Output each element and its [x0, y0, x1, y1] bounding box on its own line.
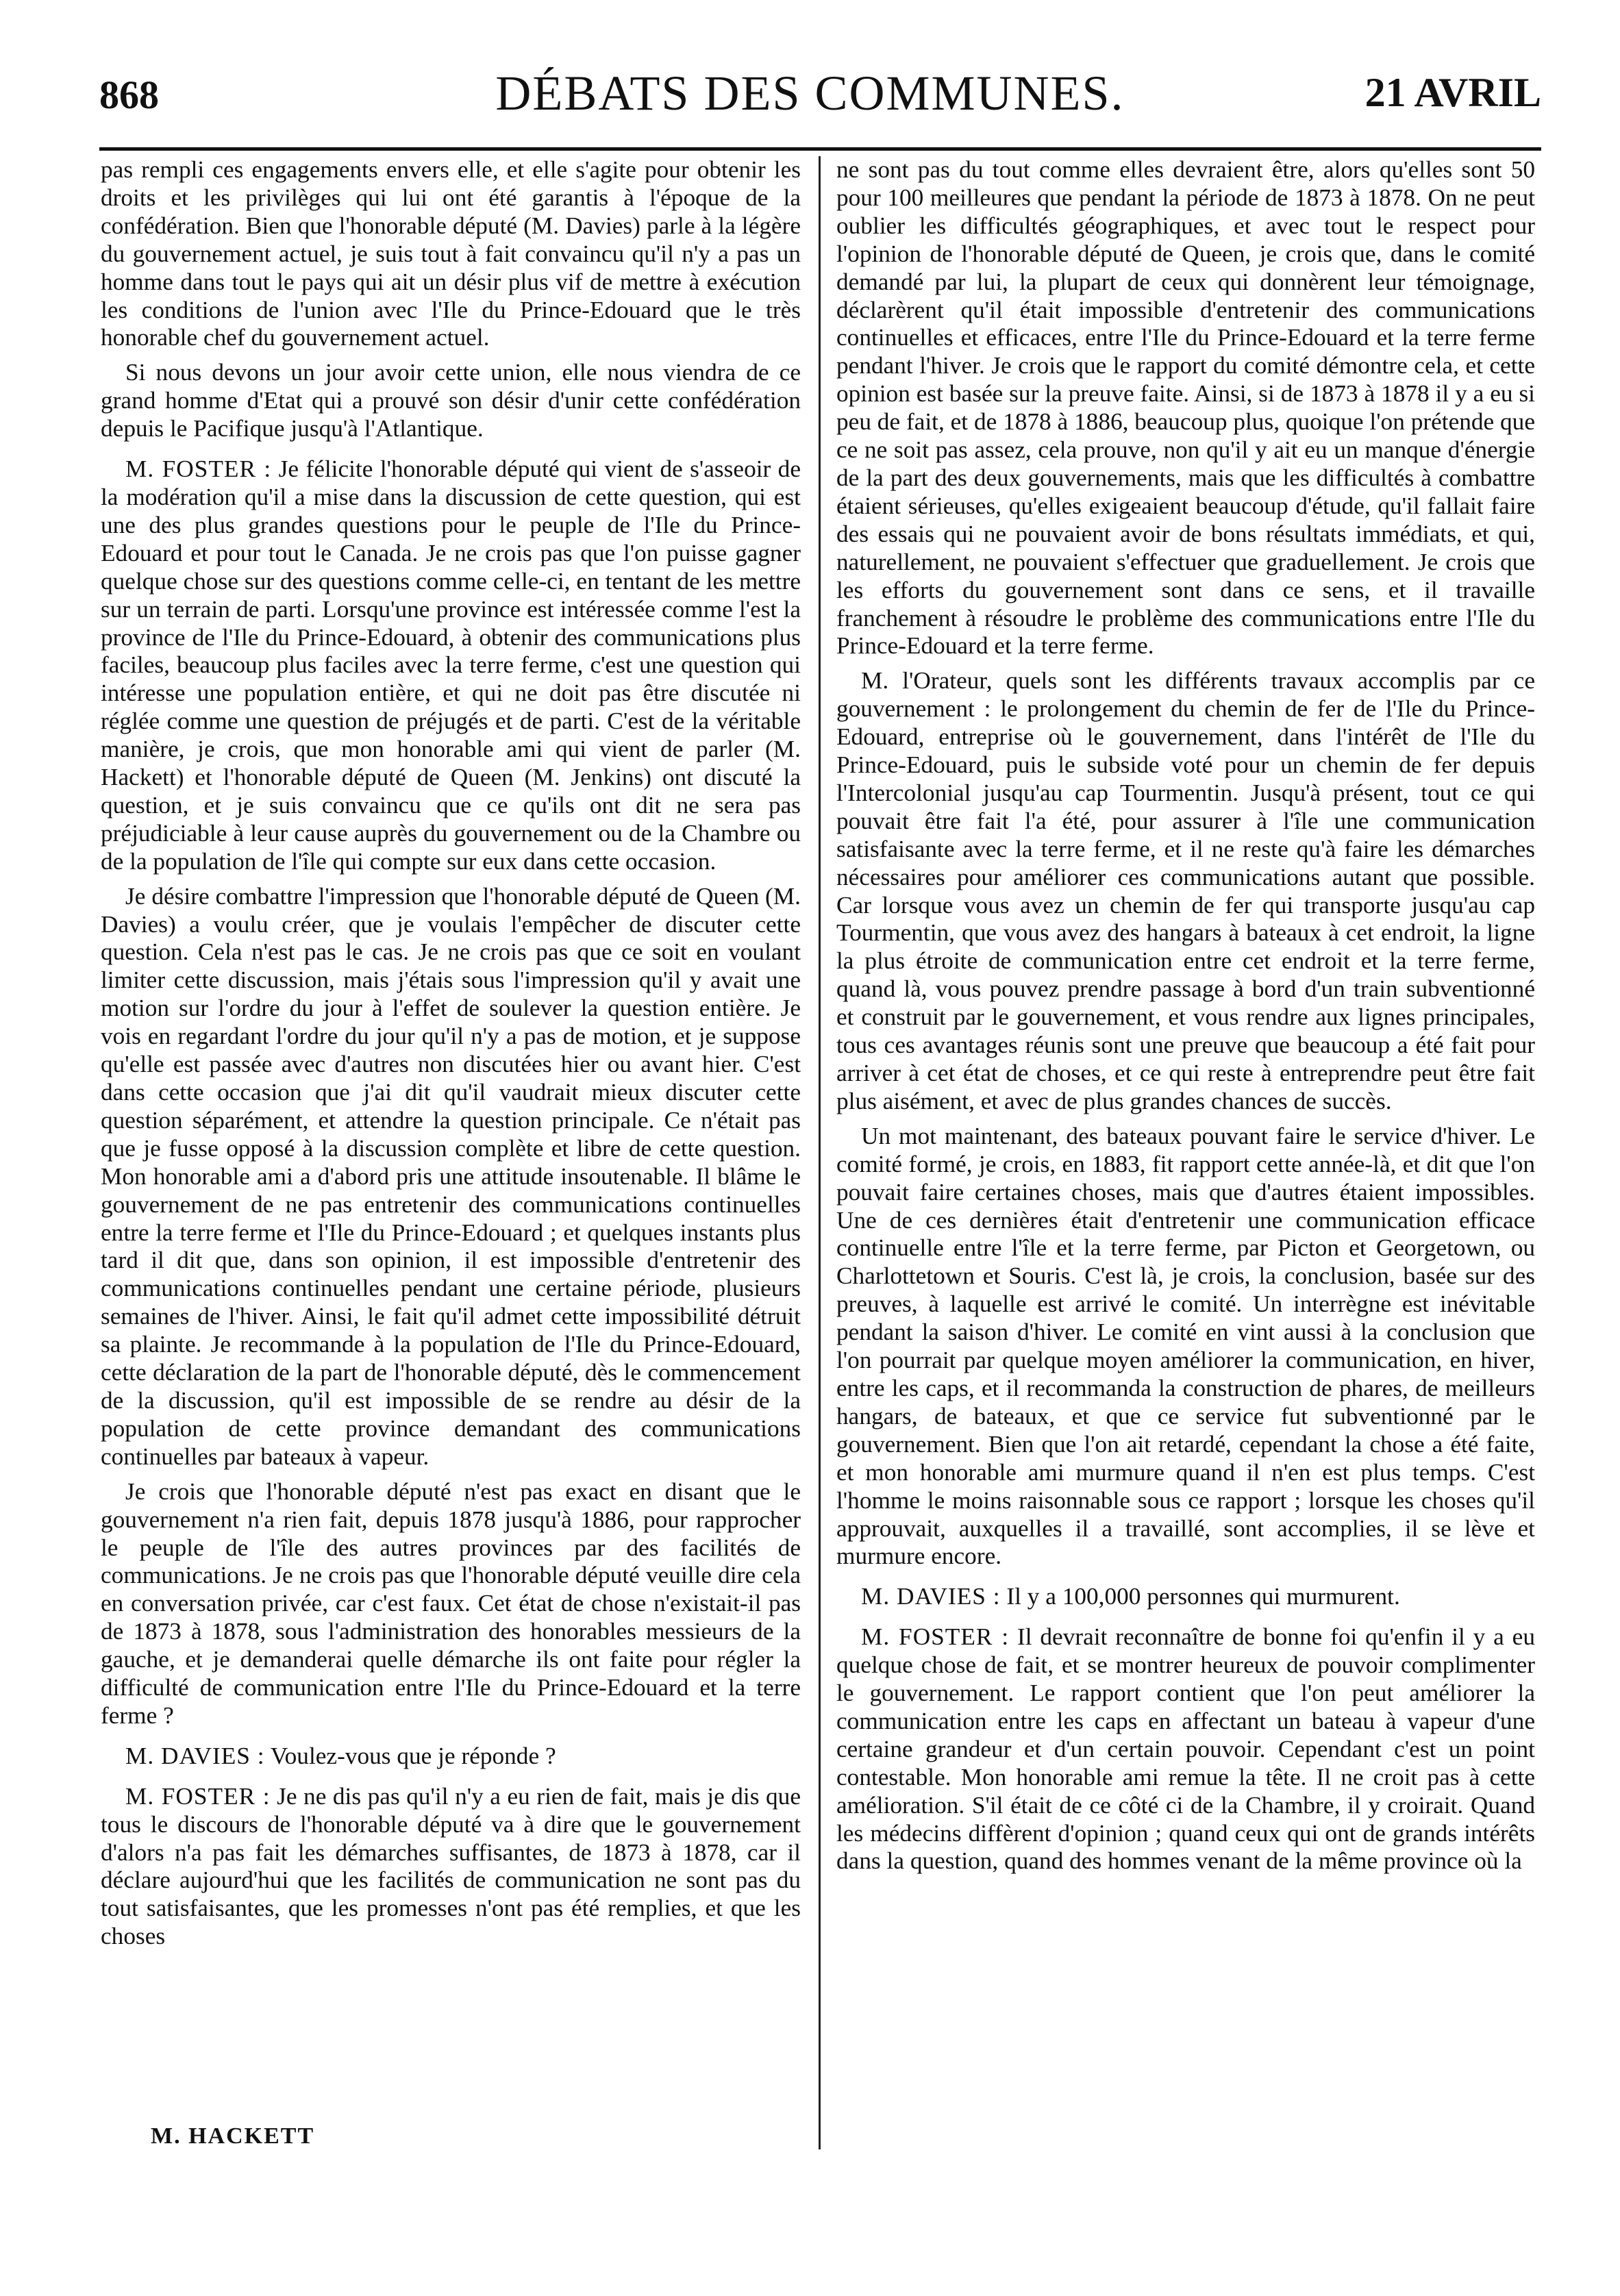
paragraph: pas rempli ces engagements envers elle, et elle s'agite pour obtenir les droits et les privilèges qui lui ont été garantis à l'époque de la confédération. Bien que l'honorable député (M. Davies) parle à la légère du gouvernement actuel, je suis tout à fait convaincu qu'il n'y a pas un homme dans tout le pays qui ait un désir plus vif de mettre à exécution les conditions de l'union avec l'Ile du Prince-Edouard que le très honorable chef du gouvernement actuel. — [101, 156, 801, 351]
page-date: 21 AVRIL — [1364, 70, 1541, 115]
left-column — [101, 156, 801, 1958]
page-header — [0, 65, 1620, 120]
paragraph: Un mot maintenant, des bateaux pouvant faire le service d'hiver. Le comité formé, je crois, en 1883, fit rapport cette année-là, et dit que l'on pouvait faire certaines choses, mais que d'autres étaient impossibles. Une de ces dernières était d'entretenir une communication efficace continuelle entre l'île et la terre ferme, par Picton et Georgetown, ou Charlottetown et Souris. C'est là, je crois, la conclusion, basée sur des preuves, à laquelle est arrivé le comité. Un interrègne est inévitable pendant la saison d'hiver. Le comité en vint aussi à la conclusion que l'on pourrait par quelque moyen améliorer la communication, en hiver, entre les caps, et il recommanda la construction de phares, de meilleurs hangars, de bateaux, et que ce service fut subventionné par le gouvernement. Bien que l'on ait retardé, cependant la chose a été faite, et mon honorable ami murmure quand il n'en est plus temps. C'est l'homme le moins raisonnable sous ce rapport ; lorsque les choses qu'il approuvait, auxquelles il a travaillé, sont accomplies, il se lève et murmure encore. — [836, 1122, 1535, 1570]
paragraph: M. DAVIES : Voulez-vous que je réponde ? — [125, 1742, 556, 1769]
speaker-label: M. FOSTER : — [125, 456, 272, 483]
footer-signature: M. HACKETT — [151, 2123, 315, 2149]
column-divider — [819, 156, 821, 2149]
journal-title: DÉBATS DES COMMUNES. — [495, 66, 1125, 121]
paragraph: M. FOSTER : Il devrait reconnaître de bonne foi qu'enfin il y a eu quelque chose de fait, et se montrer heureux de pouvoir complimenter le gouvernement. Le rapport contient que l'on peut améliorer la communication entre les caps en affectant un bateau à vapeur d'une certaine grandeur et d'un certain pouvoir. Cependant c'est un point contestable. Mon honorable ami remue la tête. Il ne croit pas à cette amélioration. S'il était de ce côté ci de la Chambre, il y croirait. Quand les médecins diffèrent d'opinion ; quand ceux qui ont de grands intérêts dans la question, quand des hommes venant de la même province où la — [836, 1623, 1535, 1875]
paragraph: M. FOSTER : Je ne dis pas qu'il n'y a eu rien de fait, mais je dis que tous le discours de l'honorable député va à dire que le gouvernement d'alors n'a pas fait les démarches suffisantes, de 1873 à 1878, car il déclare aujourd'hui que les facilités de communication ne sont pas du tout satisfaisantes, que les promesses n'ont pas été remplies, et que les choses — [101, 1782, 801, 1950]
page-number: 868 — [99, 73, 159, 117]
speaker-label: M. FOSTER : — [861, 1623, 1010, 1651]
paragraph: M. FOSTER : Je félicite l'honorable député qui vient de s'asseoir de la modération qu'il a mise dans la discussion de cette question, qui est une des plus grandes questions pour le peuple de l'Ile du Prince-Edouard et pour tout le Canada. Je ne crois pas que l'on puisse gagner quelque chose sur des questions comme celle-ci, en tentant de les mettre sur un terrain de parti. Lorsqu'une province est intéressée comme l'est la province de l'Ile du Prince-Edouard, à obtenir des communications plus faciles, beaucoup plus faciles avec la terre ferme, c'est une question qui intéresse une population entière, et qui ne doit pas être discutée ni réglée comme une question de préjugés et de parti. C'est de la véritable manière, je crois, que mon honorable ami qui vient de parler (M. Hackett) et l'honorable député de Queen (M. Jenkins) ont discuté la question, et je suis convaincu que ce qu'ils ont dit ne sera pas préjudiciable à leur cause auprès du gouvernement ou de la Chambre ou de la population de l'île qui compte sur eux dans cette occasion. — [101, 456, 801, 875]
paragraph: Je crois que l'honorable député n'est pas exact en disant que le gouvernement n'a rien fait, depuis 1878 jusqu'à 1886, pour rapprocher le peuple de l'île des autres provinces par des facilités de communications. Je ne crois pas que l'honorable député veuille dire cela en conversation privée, car c'est faux. Cet état de chose n'existait-il pas de 1873 à 1878, sous l'administration des honorables messieurs de la gauche, et je demanderai quelle démarche ils ont faite pour régler la difficulté de communication entre l'Ile du Prince-Edouard et la terre ferme ? — [101, 1477, 801, 1729]
paragraph: M. l'Orateur, quels sont les différents travaux accomplis par ce gouvernement : le prolongement du chemin de fer de l'Ile du Prince-Edouard, entreprise où le gouvernement, dans l'intérêt de l'Ile du Prince-Edouard, puis le subside voté pour un chemin de fer depuis l'Intercolonial jusqu'au cap Tourmentin. Jusqu'à présent, tout ce qui pouvait être fait l'a été, pour assurer à l'île une communication satisfaisante avec la terre ferme, et il ne reste qu'à faire les démarches nécessaires pour améliorer ces communications autant que possible. Car lorsque vous avez un chemin de fer qui transporte jusqu'au cap Tourmentin, que vous avez des hangars à bateaux à cet endroit, la ligne la plus étroite de communication entre cet endroit et la terre ferme, quand là, vous pouvez prendre passage à bord d'un train subventionné et construit par le gouvernement, et vous rendre aux lignes principales, tous ces avantages réunis sont une preuve que beaucoup a été fait pour arriver à cet état de choses, et ce qui reste à entreprendre peut être fait plus aisément, et avec de plus grandes chances de succès. — [836, 667, 1535, 1114]
header-rule — [99, 147, 1541, 151]
speaker-label: M. DAVIES : — [861, 1583, 1001, 1610]
speaker-label: M. FOSTER : — [125, 1782, 271, 1810]
paragraph: Je désire combattre l'impression que l'honorable député de Queen (M. Davies) a voulu créer, que je voulais l'empêcher de discuter cette question. Cela n'est pas le cas. Je ne crois pas que ce soit en voulant limiter cette discussion, mais j'étais sous l'impression qu'il y avait une motion sur l'ordre du jour à l'effet de soulever la question entière. Je vois en regardant l'ordre du jour qu'il n'y a pas de motion, et je suppose qu'elle est passée avec d'autres non discutées hier ou avant hier. C'est dans cette occasion que j'ai dit qu'il vaudrait mieux discuter cette question séparément, et attendre la question principale. Ce n'était pas que je fusse opposé à la discussion complète et libre de cette question. Mon honorable ami a d'abord pris une attitude insoutenable. Il blâme le gouvernement de ne pas entretenir des communications continuelles entre la terre ferme et l'Ile du Prince-Edouard ; et quelques instants plus tard il dit que, dans son opinion, il est impossible d'entretenir des communications continuelles pendant une certaine période, plusieurs semaines de l'hiver. Ainsi, le fait qu'il admet cette impossibilité détruit sa plainte. Je recommande à la population de l'Ile du Prince-Edouard, cette déclaration de la part de l'honorable député, dès le commencement de la discussion, qu'il est impossible de se rendre au désir de la population de cette province demandant des communications continuelles par bateaux à vapeur. — [101, 882, 801, 1470]
paragraph: M. DAVIES : Il y a 100,000 personnes qui murmurent. — [861, 1583, 1400, 1610]
speaker-label: M. DAVIES : — [125, 1742, 265, 1769]
paragraph: Si nous devons un jour avoir cette union, elle nous viendra de ce grand homme d'Etat qui a prouvé son désir d'unir cette confédération depuis le Pacifique jusqu'à l'Atlantique. — [101, 359, 801, 442]
paragraph: ne sont pas du tout comme elles devraient être, alors qu'elles sont 50 pour 100 meilleures que pendant la période de 1873 à 1878. On ne peut oublier les difficultés géographiques, et avec tout le respect pour l'opinion de l'honorable député de Queen, je crois que, dans le comité demandé par lui, la plupart de ceux qui donnèrent leur témoignage, déclarèrent qu'il était impossible d'entretenir des communications continuelles et efficaces, entre l'Ile du Prince-Edouard et la terre ferme pendant l'hiver. Je crois que le rapport du comité démontre cela, et cette opinion est basée sur la preuve faite. Ainsi, si de 1873 à 1878 il y a eu si peu de fait, et de 1878 à 1886, beaucoup plus, quoique l'on prétende que ce ne soit pas assez, cela prouve, non qu'il y ait eu un manque d'énergie de la part des deux gouvernements, mais que les difficultés à combattre étaient sérieuses, qu'elles exigeaient beaucoup d'étude, qu'il fallait faire des essais qui ne pouvaient avoir de bons résultats immédiats, et qui, naturellement, ne pouvaient s'effectuer que graduellement. Je crois que les efforts du gouvernement sont dans ce sens, et il travaille franchement à résoudre le problème des communications entre l'Ile du Prince-Edouard et la terre ferme. — [836, 156, 1535, 660]
right-column — [836, 156, 1535, 1882]
